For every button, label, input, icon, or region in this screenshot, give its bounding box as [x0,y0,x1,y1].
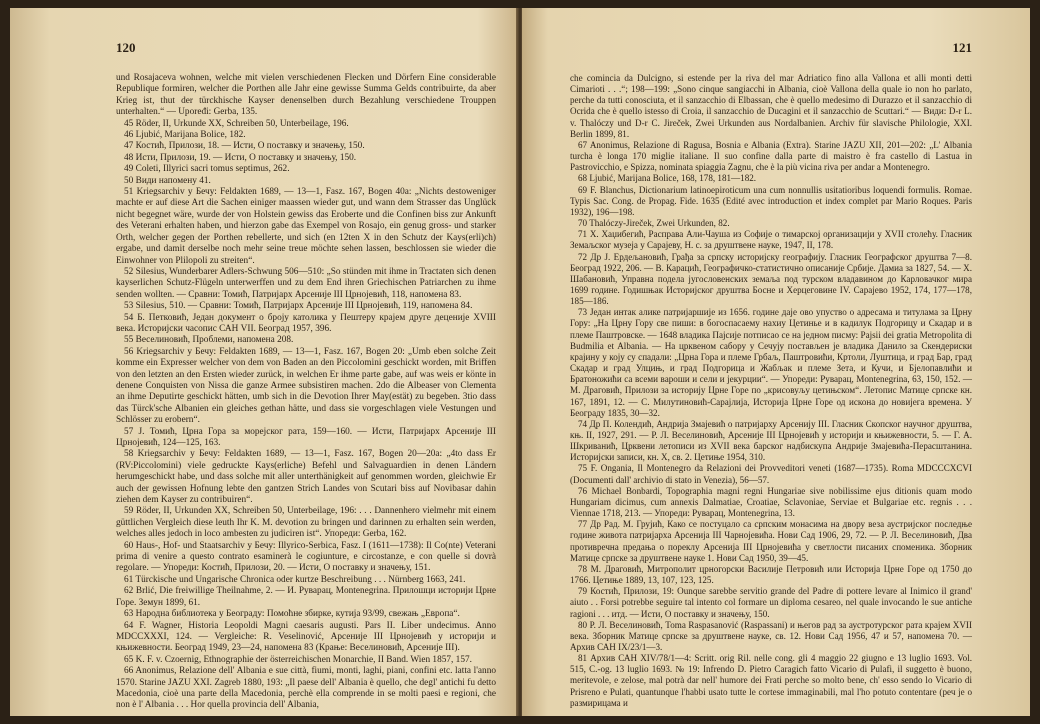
footnote: 74 Др П. Колендић, Андрија Змајевић о патријарху Арсенију III. Гласник Скопског научног друштва, књ. II, 1927, 291. — Р. Л. Веселиновић, Арсеније III Црнојевић у историји и књижевности, 5. — Г. А. Шкриванић, Црквени летописи из XVII века барског надбискупа Андрије Змајевића-Перасштанина. Историјски записи, кн. X, св. 2. Цетиње 1954, 310. [570,418,972,463]
footnote: 52 Silesius, Wunderbarer Adlers-Schwung 506—510: „So stünden mit ihme in Tractaten sich denen kayserlichen Schutz-Flügeln unterwerffen und zu dem End ihren Griechischen Patriarchen zu ihme senden wollten. — Сравни: Томић, Патријарх Арсеније III Црнојевић, 118, напомена 83. [116,266,496,300]
footnote: 77 Др Рад. М. Грујић, Како се постуцало са српским монасима на двору веза аустријског последње године живота патријарха Арсенија III Чарнојевића. Нови Сад 1906, 29, 72. — Р. Л. Веселиновић, Два противречна предања о пореклу Арсенија III Црнојевића у светлости писаних споменика. Зборник Матице српске за друштвене науке 1. Нови Сад 1950, 39—45. [570,519,972,563]
page-number: 120 [116,40,136,55]
footnote: 65 K. F. v. Czoernig, Ethnographie der österreichischen Monarchie, II Band. Wien 1857, 157. [124,654,472,665]
footnote: 45 Röder, II, Urkunde XX, Schreiben 50, Unterbeilage, 196. [124,118,349,129]
book-spread [10,8,1030,716]
footnote: 53 Silesius, 510. — Сравни: Томић, Патријарх Арсеније III Црнојевић, 119, напомена 84. [124,301,473,312]
footnote: 61 Türckische und Ungarische Chronica oder kurtze Beschreibung . . . Nürnberg 1663, 241. [124,574,466,585]
right-page [522,8,1030,716]
footnote: 63 Народна библиотека у Београду: Помоћне збирке, кутија 93/99, свежањ „Европа“. [124,609,460,620]
footnote: 70 Thalóczy-Jireček, Zwei Urkunden, 82. [578,218,730,229]
footnote: 58 Kriegsarchiv у Бечу: Feldakten 1689, — 13—1, Fasz. 167, Bogen 20—20a: „4to dass Er (RV:Piccolomini) viele gedruckte Kays(erliche) Befehl und Salvaguardien in denen Ländern herumgeschickt habe, und dass solche mit aller unterthänigkeit auf genommen worden, gleichwie Er auch der gewissen Hofnung lebte den gantzen Strich Landes von Scutari biss auf Novibasar dahin ziehen dem Kayser zu contribuiren“. [116,449,496,506]
footnotes [570,73,972,709]
footnote: 50 Види напомену 41. [124,175,211,186]
footnote: 80 Р. Л. Веселиновић, Toma Raspasanović (Raspassani) и његов рад за аустротурског рата крајем XVII века. Зборник Матице српске за друштвене науке, св. 12. Нови Сад 1956, 47 и 57, напомена 70. — Архив САН IX/23/1—3. [570,619,972,652]
footnote: 78 М. Драговић, Митрополит црногорски Василије Петровић или Историја Црне Горе од 1750 до 1766. Цетиње 1889, 13, 107, 123, 125. [570,563,972,586]
left-page [10,8,518,716]
footnote: 46 Ljubić, Marijana Bolice, 182. [124,130,246,141]
footnote: 68 Ljubić, Marijana Bolice, 168, 178, 181—182. [578,173,757,184]
footnote: 48 Исти, Прилози, 19. — Исти, О поставку и значењу, 150. [124,152,357,163]
page-number: 121 [952,40,972,55]
footnote: und Rosajaceva wohnen, welche mit vielen verschiedenen Flecken und Dörfern Eine considerable Republique formiren, welcher die Porthen alle Jahr eine gewisse Summa Gelds contribuirte, da aber Krieg ist, thut der türckhische Kayser denenselben durch Bezahlung verschiedene Trouppen unterhalten.“ — Upoređi: Gerba, 135. [116,73,496,118]
footnote: 55 Веселиновић, Проблеми, напомена 208. [124,335,294,346]
footnotes [116,73,496,712]
footnote: 51 Kriegsarchiv у Бечу: Feldakten 1689, — 13—1, Fasz. 167, Bogen 40a: „Nichts destoweniger machte er auf diese Art die Sachen einiger maassen wieder gut, und wann dem Strasser das Unglück nicht begegnet wäre, wurde der von Holstein gewiss das Eroberte und die Confinen biss zur Ankunft des Veterani erhalten haben, und hierzon gabe das Exempel von Rosajo, ein genug gross- und starker Orth, welcher gegen der Porthen rebellerte, und sich (en 12ten X in den Schutz der Kays(erli)ch) ergabe, und damit derselbe noch mehr seine treue möchte sehen lassen, beschlossen sie wieder die Einwohner von Plilopoli zu streiten“. [116,187,496,266]
footnote: 81 Архив САН XIV/78/1—4: Scritt. orig Ril. nelle cong. gli 4 maggio 22 giugno e 13 luglio 1693. Vol. 515, C.-og. 13 luglio 1693. № 19: Infrendo D. Pietro Caragich fatto Vicario di Pulafi, il suggetto è buono, meritevole, e zelose, mal potrà dar nell' humore dei Frati perche so molto bene, ch' esso sendo lo Vicario di Prisreno e Pulati, quantunque l'habbi usato tutte le cortese immaginabili, mal l'ho potuto contentare (реч је о размирицама и [570,653,972,708]
footnote: 69 F. Blanchus, Dictionarium latinoepiroticum una cum nonnullis usitatioribus loquendi formulis. Romae. Typis Sac. Cong. de Propag. Fide. 1635 (Edité avec introduction et index complet par Mario Roques. Paris 1932), 196—198. [570,184,972,217]
footnote: 56 Kriegsarchiv у Бечу: Feldakten 1689, — 13—1, Fasz. 167, Bogen 20: „Umb eben solche Zeit komme ein Expresser welcher von dem von Baden an den Piccolomini geschickt worden, mit Briffen von den letzten an den Ersten wieder zurück, in welchen Er ihme parte gabe, auf was weis er könte in denene Conquisten von Nissa die ganze Armee subsistiren machen. 2do die Albeaser von Clementa an ihme Deputirte geschickt hätten, umb sich in die Devotion Ihrer May(estät) zu begeben. 3tio dass das Türck'sche Albanien ein gleiches gethan hätte, und dass sie vorgeschlagen viele Vestungen und Schlösser zu erobern“. [116,346,496,426]
footnote: 73 Један интак алике патријаршије из 1656. године даје ово упуство о адресама и титулама за Црну Гору: „На Црну Гору све пиши: в богоспасаему нахиу Цетинье и в кадилук Подгорицу и Скадар и в племе Паштровске. — 1648 владика Пајсије потписао се на једном писму: Pajsii dei gratia Metropolita di Budmilia et Albania. — На црквеном сабору у Сечују постављен је владика Данило за Скендериски крајину у коју су спадали: „Црна Гора и племе Грбаљ, Паштровићи, Кртоли, Луштица, и град Бар, град Скадар и град Улцињ, и град Подгорица и Жабљак и племе Зета, и Кучи, и Бјелопавлићи и Братоножићи са всеми вароши и сели и јекурции“. — Упореди: Руварац, Montenegrina, 63, 150, 152. — М. Драговић, Прилози за историју Црне Горе по „крисовуљу цетињском“. Летопис Матице српске кн. 167, 1891, 12. — С. Милутиновић-Сарајлија, Историја Црне Горе од искона до новијега времена. У Београду 1835, 30—32. [570,307,972,418]
footnote: 75 F. Ongania, Il Montenegro da Relazioni dei Provveditori veneti (1687—1735). Roma MDCCCXCVI (Documenti dall' archivio di stato in Venezia), 56—57. [570,463,972,485]
footnote: che comincia da Dulcigno, si estende per la riva del mar Adriatico fino alla Vallona et alli monti detti Cimarioti . . .“; 198—199: „Sono cinque sangiacchi in Albania, cioè Vallona della quale io non ho parlato, perche da tutti conosciuta, et il sanzacchio di Elbassan, che è quello medesimo di Durazzo et il sanzacchio di Ocrida che è quello istesso di Croia, il sanzacchio de Ducagini et il sanzacchio de Scuttari.“ — Види: D-r L. v. Thalóczy und D-r C. Jireček, Zwei Urkunden aus Nordalbanien. Archiv für slavische Philologie, XXI. Berlin 1899, 81. [570,73,972,139]
footnote: 60 Haus-, Hof- und Staatsarchiv у Бечу: Illyrico-Serbica, Fasz. I (1611—1738): Il Co(nte) Veterani prima di venire a questo contrato esaminerà le cogiunture, e circostanze, e con quelle si dovrà regolare. — Упореди: Костић, Прилози, 20. — Исти, О поставку и значењу, 151. [116,540,496,574]
footnote: 57 Ј. Томић, Црна Гора за морејског рата, 159—160. — Исти, Патријарх Арсеније III Црнојевић, 124—125, 163. [116,426,496,448]
footnote: 72 Др Ј. Ердељановић, Грађа за српску историјску географију. Гласник Географског друштва 7—8. Београд 1922, 206. — В. Карацић, Географичко-статистично описаније Србије. Дамиа за 1827, 54. — Х. Шабановић, Управна подела југословенских земаља под турском владавином до Карловачког мира 1699 године. Годишњак Историјског друштва Босне и Херцеговине IV. Сарајево 1952, 174, 177—178, 185—186. [570,251,972,307]
footnote: 47 Костић, Прилози, 18. — Исти, О поставку и значењу, 150. [124,141,365,152]
footnote: 79 Костић, Прилози, 19: Ounque sarebbe servitio grande del Padre di pottere levare al Inimico il grand' aiuto . . Forsi potrebbe seguire tal intento col formare un diploma cesareo, nel quale invocando le sue antiche ragioni . . . итд. — Исти, О поставку и значењу, 150. [570,586,972,619]
footnote: 62 Brlić, Die freiwillige Theilnahme, 2. — И. Руварац, Montenegrina. Прилошци историји Црне Горе. Земун 1899, 61. [116,586,496,608]
footnote: 64 F. Wagner, Historia Leopoldi Magni caesaris augusti. Pars II. Liber undecimus. Anno MDCCXXXI, 124. — Vergleiche: R. Veselinović, Арсеније III Црнојевић у историји и књижевности. Београд 1949, 23—24, напомена 83 (Крање: Веселиновић, Арсеније III). [116,620,496,654]
footnote: 76 Michael Bonbardi, Topographia magni regni Hungariae sive nobilissime ejus ditionis quam modo Hungariam dicimus, cum annexis Dalmatiae, Croatiae, Sclavoniae, Serviae et Bulgariae etc. regnis . . . Viennae 1718, 213. — Упореди: Руварац, Montenegrina, 13. [570,485,972,519]
footnote: 54 Б. Петковић, Један документ о броју католика у Пештеру крајем друге деценије XVIII века. Историјски часопис САН VII. Београд 1957, 396. [116,312,496,334]
footnote: 67 Anonimus, Relazione di Ragusa, Bosnia e Albania (Extra). Starine JAZU XII, 201—202: „L' Albania turcha è longa 170 miglie italiane. Il suo confine dalla parte di maistro è fra castello di Lastua in Pastrovicchio, e Spizza, nominata spiaggia Zagnu, che è la più vicina riva per andar a Montenegro. [570,139,972,173]
footnote: 59 Röder, II, Urkunden XX, Schreiben 50, Unterbeilage, 196: . . . Dannenhero vielmehr mit einem güttlichen Vergleich diese leuth Ihr K. M. devotion zu bringen und darinnen zu erhalten sein werden, welches alles jedoch in loco ambesten zu judiciren ist“. Упореди: Gerba, 162. [116,506,496,540]
footnote: 66 Anonimus, Relazione dell' Albania e sue città, fiumi, monti, laghi, piani, confini etc. latta l'anno 1570. Starine JAZU XXI. Zagreb 1880, 193: „Il paese dell' Albania è quello, che degl' antichi fu detto Macedonia, cioè una parte della Macedonia, perchè ella comprende in se molti paesi e regioni, che non è l' Albania . . . Hor quella provincia dell' Albania, [116,666,496,711]
footnote: 49 Coleti, Illyrici sacri tomus septimus, 262. [124,164,290,175]
footnote: 71 Х. Хаџибегић, Расправа Али-Чауша из Софије о тимарској организацији у XVII столећу. Гласник Земаљског музеја у Сарајеву, Н. с. за друштвене науке, 1947, II, 178. [570,229,972,251]
